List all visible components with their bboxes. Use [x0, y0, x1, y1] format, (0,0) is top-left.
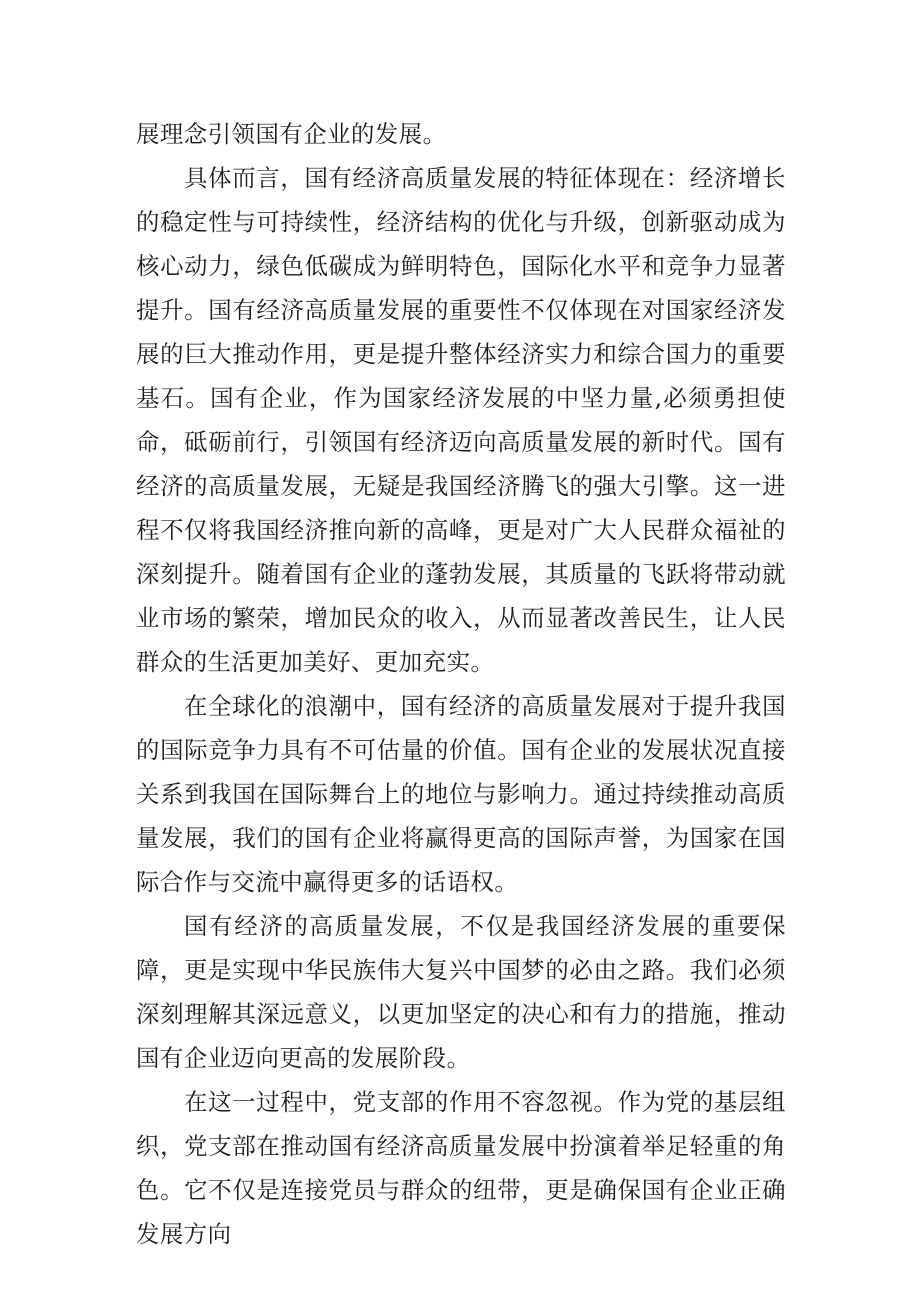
document-body — [136, 112, 786, 1256]
paragraph-significance: 国有经济的高质量发展，不仅是我国经济发展的重要保障，更是实现中华民族伟大复兴中国梦的必由之路。我们必须深刻理解其深远意义，以更加坚定的决心和有力的措施，推动国有企业迈向更高的发展阶段。 — [136, 912, 786, 1072]
paragraph-continuation: 展理念引领国有企业的发展。 — [136, 120, 447, 148]
paragraph-globalization: 在全球化的浪潮中，国有经济的高质量发展对于提升我国的国际竞争力具有不可估量的价值。国有企业的发展状况直接关系到我国在国际舞台上的地位与影响力。通过持续推动高质量发展，我们的国有企业将赢得更高的国际声誉，为国家在国际合作与交流中赢得更多的话语权。 — [136, 692, 786, 896]
paragraph-features: 具体而言，国有经济高质量发展的特征体现在：经济增长的稳定性与可持续性，经济结构的优化与升级，创新驱动成为核心动力，绿色低碳成为鲜明特色，国际化水平和竞争力显著提升。国有经济高质量发展的重要性不仅体现在对国家经济发展的巨大推动作用，更是提升整体经济实力和综合国力的重要基石。国有企业，作为国家经济发展的中坚力量,必须勇担使命，砥砺前行，引领国有经济迈向高质量发展的新时代。国有经济的高质量发展，无疑是我国经济腾飞的强大引擎。这一进程不仅将我国经济推向新的高峰，更是对广大人民群众福祉的深刻提升。随着国有企业的蓬勃发展，其质量的飞跃将带动就业市场的繁荣，增加民众的收入，从而显著改善民生，让人民群众的生活更加美好、更加充实。 — [136, 164, 786, 676]
paragraph-party-branch: 在这一过程中，党支部的作用不容忽视。作为党的基层组织，党支部在推动国有经济高质量发展中扮演着举足轻重的角色。它不仅是连接党员与群众的纽带，更是确保国有企业正确发展方向 — [136, 1088, 786, 1248]
